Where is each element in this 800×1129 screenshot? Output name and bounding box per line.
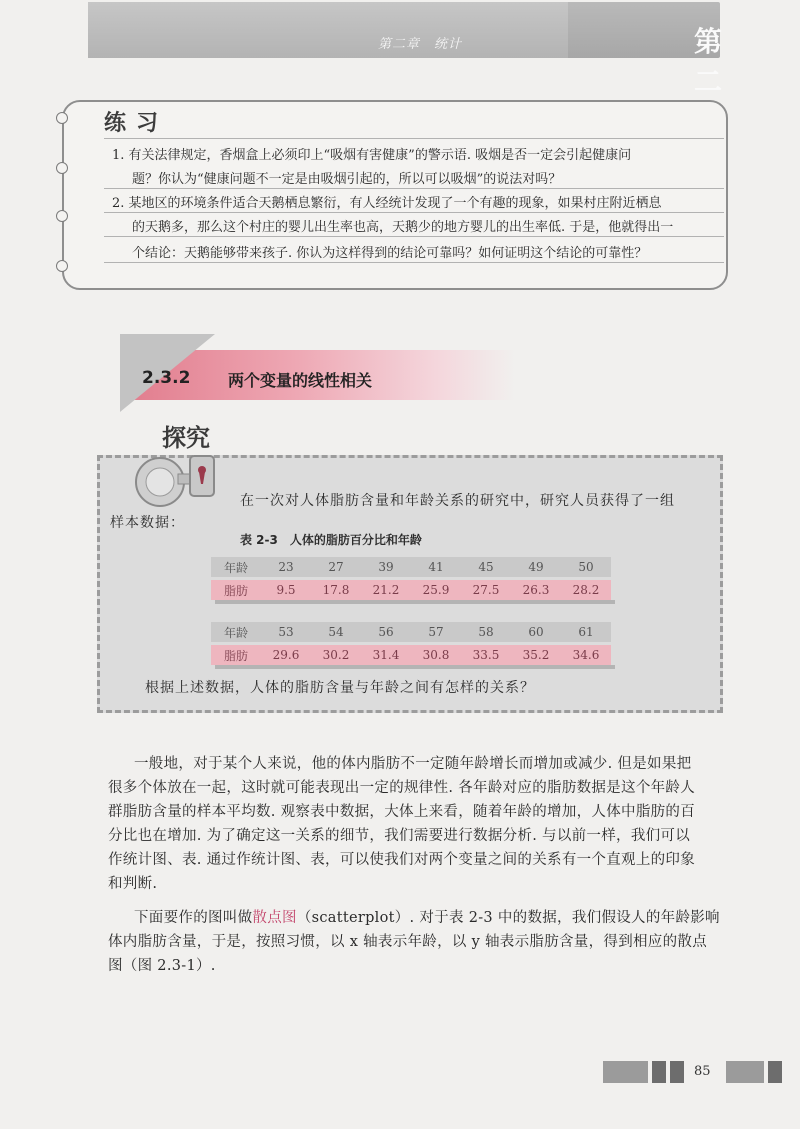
table-cell: 25.9 xyxy=(422,583,450,597)
header-bar xyxy=(88,2,568,58)
table-cell: 31.4 xyxy=(372,648,400,662)
table-cell: 56 xyxy=(378,625,394,639)
table-cell: 35.2 xyxy=(522,648,550,662)
table-cell: 49 xyxy=(528,560,544,574)
table-cell: 9.5 xyxy=(276,583,296,597)
row-label-age: 年龄 xyxy=(223,625,248,640)
table-cell: 30.2 xyxy=(322,648,350,662)
body-text: 下面要作的图叫做 xyxy=(134,910,253,926)
table-cell: 60 xyxy=(528,625,544,639)
body-line: 很多个体放在一起，这时就可能表现出一定的规律性. 各年龄对应的脂肪数据是这个年龄人 xyxy=(108,780,696,796)
body-line: 作统计图、表. 通过作统计图、表，可以使我们对两个变量之间的关系有一个直观上的印象 xyxy=(108,852,696,868)
page-header xyxy=(88,2,723,98)
binder-ring-icon xyxy=(56,260,68,272)
exercise-line: 的天鹅多，那么这个村庄的婴儿出生率也高，天鹅少的地方婴儿的出生率低. 于是，他就得出一 xyxy=(132,220,674,235)
row-label-age: 年龄 xyxy=(223,560,248,575)
explore-intro: 在一次对人体脂肪含量和年龄关系的研究中，研究人员获得了一组 xyxy=(240,493,675,509)
page-number: 85 xyxy=(694,1064,711,1079)
row-label-fat: 脂肪 xyxy=(223,583,248,598)
table-cell: 23 xyxy=(278,560,294,574)
explore-label: 探究 xyxy=(162,424,210,452)
exercise-box xyxy=(62,100,728,290)
exercise-line: 个结论：天鹅能够带来孩子. 你认为这样得到的结论可靠吗？如何证明这个结论的可靠性？ xyxy=(132,246,648,261)
table-row xyxy=(211,622,611,642)
body-line: 图（图 2.3-1）. xyxy=(108,958,216,974)
table-cell: 58 xyxy=(478,625,494,639)
scatterplot-term: 散点图 xyxy=(252,910,297,926)
table-caption: 表 2-3 人体的脂肪百分比和年龄 xyxy=(240,533,422,547)
footer-decor xyxy=(670,1061,684,1083)
table-cell: 54 xyxy=(328,625,344,639)
section-number: 2.3.2 xyxy=(142,368,191,388)
chapter-label: 第二 xyxy=(694,25,723,98)
exercise-title: 练习 xyxy=(104,111,169,136)
table-shadow xyxy=(215,600,615,604)
table-cell: 26.3 xyxy=(522,583,550,597)
table-cell: 21.2 xyxy=(372,583,400,597)
table-row xyxy=(211,645,611,665)
section-title: 两个变量的线性相关 xyxy=(228,371,373,390)
table-cell: 29.6 xyxy=(272,648,300,662)
table-row xyxy=(211,557,611,577)
running-title: 第二章 统计 xyxy=(378,37,463,52)
table-row xyxy=(211,580,611,600)
table-cell: 50 xyxy=(578,560,594,574)
table-cell: 17.8 xyxy=(322,583,350,597)
table-cell: 53 xyxy=(278,625,294,639)
body-line: 分比也在增加. 为了确定这一关系的细节，我们需要进行数据分析. 与以前一样，我们可以 xyxy=(108,828,691,844)
table-cell: 57 xyxy=(428,625,444,639)
exercise-line: 题？你认为“健康问题不一定是由吸烟引起的，所以可以吸烟”的说法对吗？ xyxy=(132,172,562,187)
table-shadow xyxy=(215,665,615,669)
rule-line xyxy=(104,138,724,139)
table-cell: 27 xyxy=(328,560,344,574)
body-line: 和判断. xyxy=(108,876,158,892)
table-cell: 27.5 xyxy=(472,583,500,597)
binder-ring-icon xyxy=(56,162,68,174)
explore-question: 根据上述数据，人体的脂肪含量与年龄之间有怎样的关系？ xyxy=(145,680,535,696)
explore-intro-cont: 样本数据： xyxy=(110,515,185,531)
footer-decor xyxy=(652,1061,666,1083)
table-cell: 34.6 xyxy=(572,648,600,662)
footer-decor xyxy=(603,1061,648,1083)
exercise-line: 1. 有关法律规定，香烟盒上必须印上“吸烟有害健康”的警示语. 吸烟是否一定会引起健康问 xyxy=(112,148,632,163)
footer-decor xyxy=(768,1061,782,1083)
binder-ring-icon xyxy=(56,210,68,222)
body-line: 一般地，对于某个人来说，他的体内脂肪不一定随年龄增长而增加或减少. 但是如果把 xyxy=(134,756,692,772)
table-cell: 33.5 xyxy=(472,648,500,662)
table-cell: 39 xyxy=(378,560,394,574)
exercise-line: 2. 某地区的环境条件适合天鹅栖息繁衍，有人经统计发现了一个有趣的现象，如果村庄附近栖息 xyxy=(112,196,662,211)
body-text: （scatterplot）. 对于表 2-3 中的数据，我们假设人的年龄影响 xyxy=(296,910,720,926)
footer-decor xyxy=(726,1061,764,1083)
body-line xyxy=(134,909,720,927)
table-cell: 45 xyxy=(478,560,494,574)
table-cell: 41 xyxy=(428,560,444,574)
table-cell: 30.8 xyxy=(422,648,450,662)
body-line: 群脂肪含量的样本平均数. 观察表中数据，大体上来看，随着年龄的增加，人体中脂肪的百 xyxy=(108,804,696,820)
table-cell: 61 xyxy=(578,625,594,639)
row-label-fat: 脂肪 xyxy=(223,648,248,663)
table-cell: 28.2 xyxy=(572,583,600,597)
binder-ring-icon xyxy=(56,112,68,124)
body-line: 体内脂肪含量，于是，按照习惯，以 x 轴表示年龄，以 y 轴表示脂肪含量，得到相应的散点 xyxy=(108,934,708,950)
